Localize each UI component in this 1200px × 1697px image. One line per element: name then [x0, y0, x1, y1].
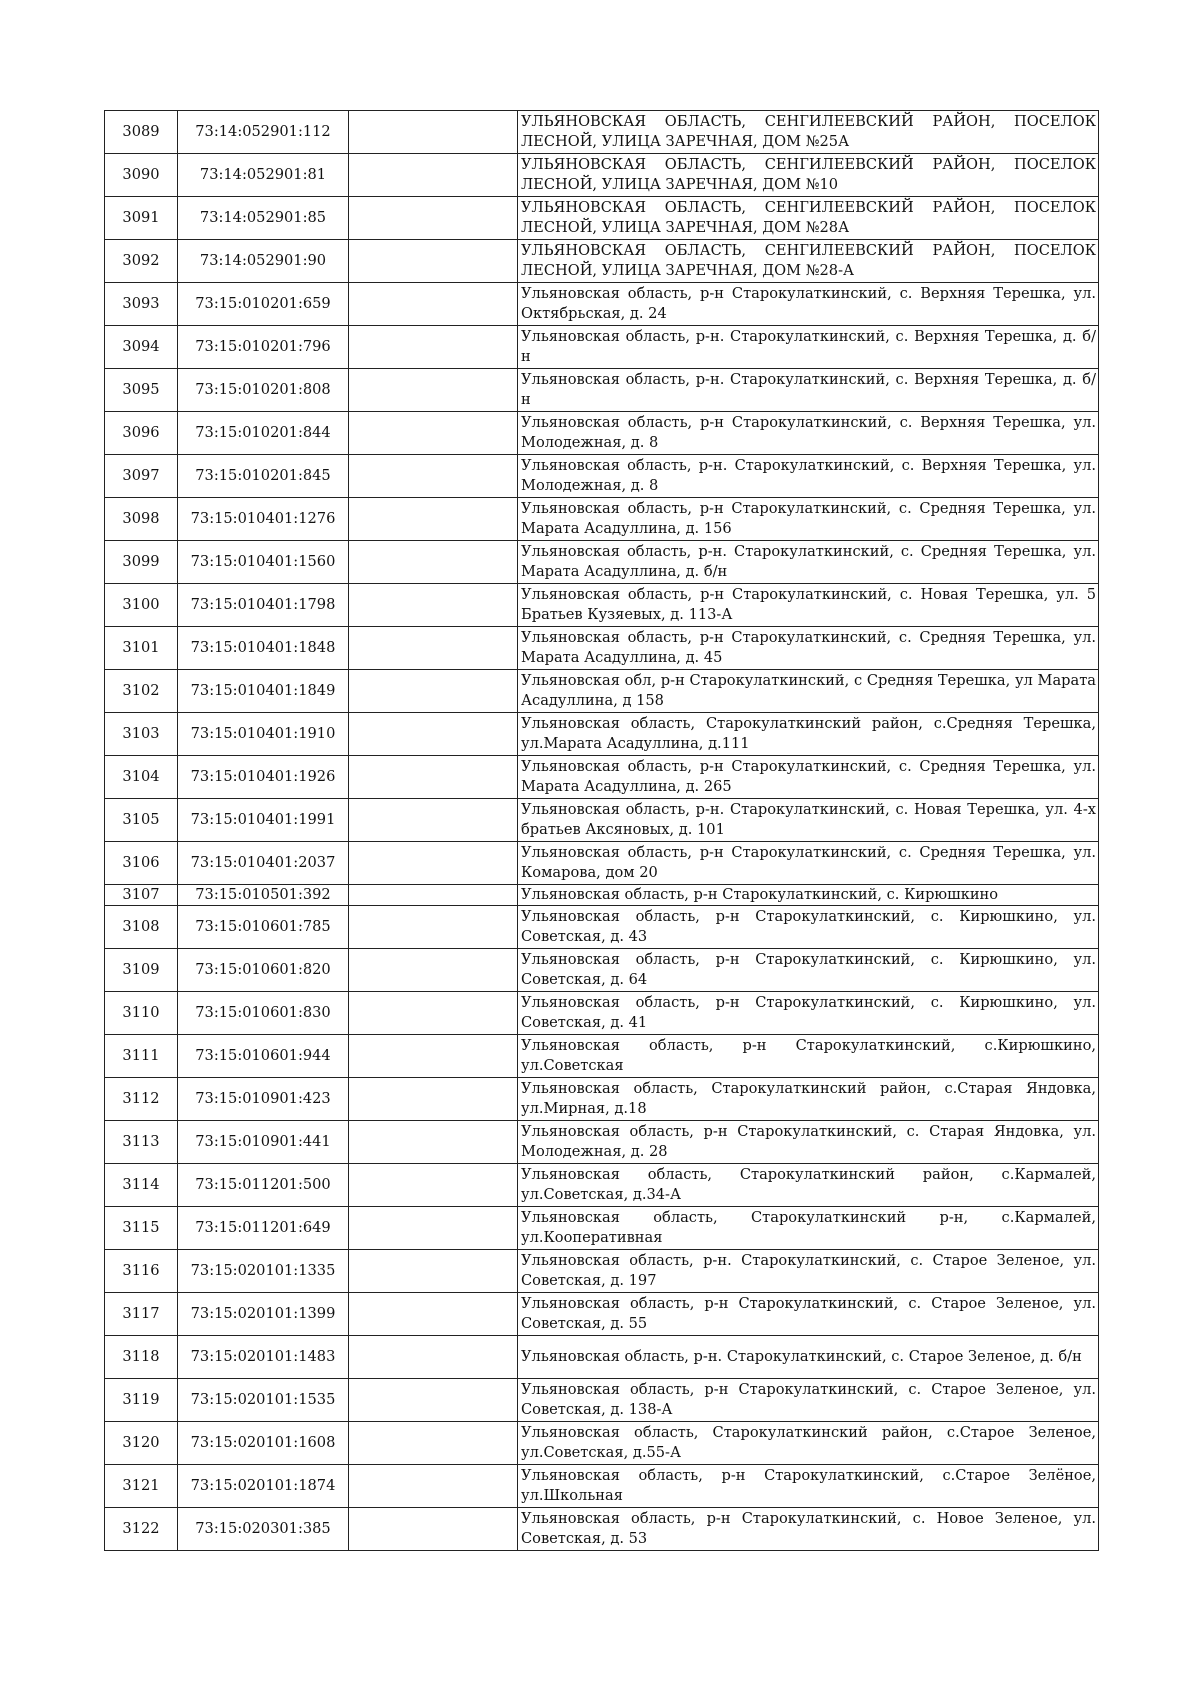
cadastral-number: 73:15:010601:785: [178, 906, 349, 949]
table-row: [105, 1035, 1099, 1078]
table-row: [105, 283, 1099, 326]
empty-cell: [349, 197, 518, 240]
row-number: 3120: [105, 1422, 178, 1465]
table-row: [105, 992, 1099, 1035]
empty-cell: [349, 1035, 518, 1078]
table-row: [105, 154, 1099, 197]
empty-cell: [349, 1508, 518, 1551]
cadastral-number: 73:15:010901:441: [178, 1121, 349, 1164]
address-cell: Ульяновская область, р-н Старокулаткинский, с.Старое Зелёное, ул.Школьная: [518, 1465, 1099, 1508]
cadastral-number: 73:15:010401:1560: [178, 541, 349, 584]
cadastral-number: 73:15:010601:820: [178, 949, 349, 992]
empty-cell: [349, 1164, 518, 1207]
empty-cell: [349, 799, 518, 842]
address-cell: УЛЬЯНОВСКАЯ ОБЛАСТЬ, СЕНГИЛЕЕВСКИЙ РАЙОН, ПОСЕЛОК ЛЕСНОЙ, УЛИЦА ЗАРЕЧНАЯ, ДОМ №25А: [518, 111, 1099, 154]
cadastral-number: 73:15:011201:649: [178, 1207, 349, 1250]
row-number: 3112: [105, 1078, 178, 1121]
cadastral-number: 73:15:010601:944: [178, 1035, 349, 1078]
address-cell: Ульяновская область, р-н Старокулаткинский, с. Средняя Терешка, ул. Марата Асадуллина, д. 45: [518, 627, 1099, 670]
table-row: [105, 240, 1099, 283]
empty-cell: [349, 906, 518, 949]
empty-cell: [349, 455, 518, 498]
cadastral-number: 73:15:010201:659: [178, 283, 349, 326]
address-cell: Ульяновская область, р-н. Старокулаткинский, с. Средняя Терешка, ул. Марата Асадуллина, д. б/н: [518, 541, 1099, 584]
address-cell: Ульяновская область, р-н Старокулаткинский, с. Новое Зеленое, ул. Советская, д. 53: [518, 1508, 1099, 1551]
row-number: 3122: [105, 1508, 178, 1551]
row-number: 3095: [105, 369, 178, 412]
address-cell: Ульяновская область, р-н. Старокулаткинский, с. Старое Зеленое, д. б/н: [518, 1336, 1099, 1379]
cadastral-number: 73:15:020101:1399: [178, 1293, 349, 1336]
row-number: 3117: [105, 1293, 178, 1336]
table-row: [105, 1379, 1099, 1422]
address-cell: Ульяновская область, р-н Старокулаткинский, с. Кирюшкино, ул. Советская, д. 64: [518, 949, 1099, 992]
address-cell: Ульяновская область, р-н Старокулаткинский, с. Кирюшкино: [518, 885, 1099, 906]
empty-cell: [349, 756, 518, 799]
empty-cell: [349, 154, 518, 197]
empty-cell: [349, 1465, 518, 1508]
cadastral-number: 73:15:020101:1483: [178, 1336, 349, 1379]
table-row: [105, 197, 1099, 240]
cadastral-number: 73:15:020301:385: [178, 1508, 349, 1551]
empty-cell: [349, 240, 518, 283]
empty-cell: [349, 283, 518, 326]
table-row: [105, 1207, 1099, 1250]
cadastral-number: 73:15:010201:796: [178, 326, 349, 369]
property-table: [104, 110, 1099, 1551]
cadastral-number: 73:15:010401:1848: [178, 627, 349, 670]
address-cell: Ульяновская область, р-н Старокулаткинский, с. Кирюшкино, ул. Советская, д. 41: [518, 992, 1099, 1035]
row-number: 3111: [105, 1035, 178, 1078]
table-row: [105, 111, 1099, 154]
cadastral-number: 73:15:010401:1798: [178, 584, 349, 627]
cadastral-number: 73:15:020101:1335: [178, 1250, 349, 1293]
row-number: 3121: [105, 1465, 178, 1508]
empty-cell: [349, 584, 518, 627]
cadastral-number: 73:15:010401:1991: [178, 799, 349, 842]
empty-cell: [349, 498, 518, 541]
table-row: [105, 1508, 1099, 1551]
address-cell: УЛЬЯНОВСКАЯ ОБЛАСТЬ, СЕНГИЛЕЕВСКИЙ РАЙОН, ПОСЕЛОК ЛЕСНОЙ, УЛИЦА ЗАРЕЧНАЯ, ДОМ №28А: [518, 197, 1099, 240]
address-cell: Ульяновская область, р-н Старокулаткинский, с. Средняя Терешка, ул. Марата Асадуллина, д. 265: [518, 756, 1099, 799]
row-number: 3097: [105, 455, 178, 498]
address-cell: Ульяновская область, р-н Старокулаткинский, с.Кирюшкино, ул.Советская: [518, 1035, 1099, 1078]
row-number: 3105: [105, 799, 178, 842]
address-cell: Ульяновская область, Старокулаткинский р-н, с.Кармалей, ул.Кооперативная: [518, 1207, 1099, 1250]
row-number: 3090: [105, 154, 178, 197]
row-number: 3118: [105, 1336, 178, 1379]
row-number: 3091: [105, 197, 178, 240]
row-number: 3096: [105, 412, 178, 455]
table-row: [105, 1164, 1099, 1207]
empty-cell: [349, 326, 518, 369]
table-row: [105, 799, 1099, 842]
row-number: 3109: [105, 949, 178, 992]
empty-cell: [349, 541, 518, 584]
address-cell: Ульяновская область, р-н Старокулаткинский, с. Старое Зеленое, ул. Советская, д. 138-А: [518, 1379, 1099, 1422]
cadastral-number: 73:15:010401:2037: [178, 842, 349, 885]
row-number: 3099: [105, 541, 178, 584]
empty-cell: [349, 627, 518, 670]
empty-cell: [349, 1336, 518, 1379]
table-row: [105, 906, 1099, 949]
empty-cell: [349, 885, 518, 906]
cadastral-number: 73:15:010601:830: [178, 992, 349, 1035]
table-row: [105, 1250, 1099, 1293]
table-row: [105, 1465, 1099, 1508]
row-number: 3092: [105, 240, 178, 283]
address-cell: Ульяновская область, р-н Старокулаткинский, с. Верхняя Терешка, ул. Молодежная, д. 8: [518, 412, 1099, 455]
cadastral-number: 73:15:010401:1910: [178, 713, 349, 756]
row-number: 3106: [105, 842, 178, 885]
address-cell: Ульяновская область, р-н. Старокулаткинский, с. Верхняя Терешка, д. б/н: [518, 326, 1099, 369]
table-body: [105, 111, 1099, 1551]
table-row: [105, 1121, 1099, 1164]
row-number: 3119: [105, 1379, 178, 1422]
cadastral-number: 73:15:010401:1276: [178, 498, 349, 541]
table-row: [105, 326, 1099, 369]
address-cell: Ульяновская область, р-н. Старокулаткинский, с. Старое Зеленое, ул. Советская, д. 197: [518, 1250, 1099, 1293]
empty-cell: [349, 842, 518, 885]
cadastral-number: 73:15:011201:500: [178, 1164, 349, 1207]
address-cell: Ульяновская область, р-н. Старокулаткинский, с. Верхняя Терешка, ул. Молодежная, д. 8: [518, 455, 1099, 498]
address-cell: УЛЬЯНОВСКАЯ ОБЛАСТЬ, СЕНГИЛЕЕВСКИЙ РАЙОН, ПОСЕЛОК ЛЕСНОЙ, УЛИЦА ЗАРЕЧНАЯ, ДОМ №10: [518, 154, 1099, 197]
empty-cell: [349, 1250, 518, 1293]
table-row: [105, 541, 1099, 584]
table-row: [105, 842, 1099, 885]
table-row: [105, 627, 1099, 670]
row-number: 3114: [105, 1164, 178, 1207]
address-cell: Ульяновская область, Старокулаткинский район, с.Средняя Терешка, ул.Марата Асадуллина, д.111: [518, 713, 1099, 756]
row-number: 3113: [105, 1121, 178, 1164]
table-row: [105, 584, 1099, 627]
row-number: 3102: [105, 670, 178, 713]
table-row: [105, 1336, 1099, 1379]
table-row: [105, 1422, 1099, 1465]
empty-cell: [349, 1078, 518, 1121]
empty-cell: [349, 1293, 518, 1336]
row-number: 3100: [105, 584, 178, 627]
address-cell: Ульяновская область, р-н Старокулаткинский, с. Старая Яндовка, ул. Молодежная, д. 28: [518, 1121, 1099, 1164]
row-number: 3093: [105, 283, 178, 326]
empty-cell: [349, 670, 518, 713]
table-row: [105, 756, 1099, 799]
row-number: 3098: [105, 498, 178, 541]
row-number: 3107: [105, 885, 178, 906]
address-cell: Ульяновская область, р-н Старокулаткинский, с. Средняя Терешка, ул. Марата Асадуллина, д. 156: [518, 498, 1099, 541]
table-row: [105, 369, 1099, 412]
address-cell: Ульяновская область, р-н. Старокулаткинский, с. Верхняя Терешка, д. б/н: [518, 369, 1099, 412]
address-cell: Ульяновская область, Старокулаткинский район, с.Старая Яндовка, ул.Мирная, д.18: [518, 1078, 1099, 1121]
empty-cell: [349, 713, 518, 756]
row-number: 3103: [105, 713, 178, 756]
table-row: [105, 949, 1099, 992]
empty-cell: [349, 369, 518, 412]
row-number: 3104: [105, 756, 178, 799]
address-cell: Ульяновская область, р-н. Старокулаткинский, с. Новая Терешка, ул. 4-х братьев Аксяновых, д. 101: [518, 799, 1099, 842]
table-row: [105, 670, 1099, 713]
empty-cell: [349, 992, 518, 1035]
cadastral-number: 73:14:052901:85: [178, 197, 349, 240]
empty-cell: [349, 412, 518, 455]
empty-cell: [349, 111, 518, 154]
cadastral-number: 73:14:052901:81: [178, 154, 349, 197]
cadastral-number: 73:14:052901:90: [178, 240, 349, 283]
cadastral-number: 73:15:010501:392: [178, 885, 349, 906]
empty-cell: [349, 1379, 518, 1422]
table-row: [105, 455, 1099, 498]
cadastral-number: 73:15:010201:844: [178, 412, 349, 455]
table-row: [105, 1078, 1099, 1121]
row-number: 3101: [105, 627, 178, 670]
table-row: [105, 412, 1099, 455]
table-row: [105, 713, 1099, 756]
table-row: [105, 498, 1099, 541]
empty-cell: [349, 1207, 518, 1250]
empty-cell: [349, 1121, 518, 1164]
row-number: 3116: [105, 1250, 178, 1293]
cadastral-number: 73:15:010201:808: [178, 369, 349, 412]
cadastral-number: 73:15:020101:1608: [178, 1422, 349, 1465]
row-number: 3094: [105, 326, 178, 369]
address-cell: Ульяновская область, Старокулаткинский район, с.Кармалей, ул.Советская, д.34-А: [518, 1164, 1099, 1207]
empty-cell: [349, 1422, 518, 1465]
table-row: [105, 1293, 1099, 1336]
address-cell: Ульяновская обл, р-н Старокулаткинский, с Средняя Терешка, ул Марата Асадуллина, д 158: [518, 670, 1099, 713]
row-number: 3115: [105, 1207, 178, 1250]
cadastral-number: 73:15:020101:1874: [178, 1465, 349, 1508]
row-number: 3089: [105, 111, 178, 154]
address-cell: Ульяновская область, р-н Старокулаткинский, с. Кирюшкино, ул. Советская, д. 43: [518, 906, 1099, 949]
table-row: [105, 885, 1099, 906]
address-cell: Ульяновская область, р-н Старокулаткинский, с. Средняя Терешка, ул. Комарова, дом 20: [518, 842, 1099, 885]
cadastral-number: 73:15:010401:1849: [178, 670, 349, 713]
cadastral-number: 73:14:052901:112: [178, 111, 349, 154]
cadastral-number: 73:15:020101:1535: [178, 1379, 349, 1422]
address-cell: Ульяновская область, р-н Старокулаткинский, с. Новая Терешка, ул. 5 Братьев Кузяевых, д. 113-А: [518, 584, 1099, 627]
address-cell: Ульяновская область, р-н Старокулаткинский, с. Старое Зеленое, ул. Советская, д. 55: [518, 1293, 1099, 1336]
row-number: 3108: [105, 906, 178, 949]
address-cell: УЛЬЯНОВСКАЯ ОБЛАСТЬ, СЕНГИЛЕЕВСКИЙ РАЙОН, ПОСЕЛОК ЛЕСНОЙ, УЛИЦА ЗАРЕЧНАЯ, ДОМ №28-А: [518, 240, 1099, 283]
cadastral-number: 73:15:010401:1926: [178, 756, 349, 799]
address-cell: Ульяновская область, р-н Старокулаткинский, с. Верхняя Терешка, ул. Октябрьская, д. 24: [518, 283, 1099, 326]
address-cell: Ульяновская область, Старокулаткинский район, с.Старое Зеленое, ул.Советская, д.55-А: [518, 1422, 1099, 1465]
cadastral-number: 73:15:010901:423: [178, 1078, 349, 1121]
row-number: 3110: [105, 992, 178, 1035]
cadastral-number: 73:15:010201:845: [178, 455, 349, 498]
empty-cell: [349, 949, 518, 992]
